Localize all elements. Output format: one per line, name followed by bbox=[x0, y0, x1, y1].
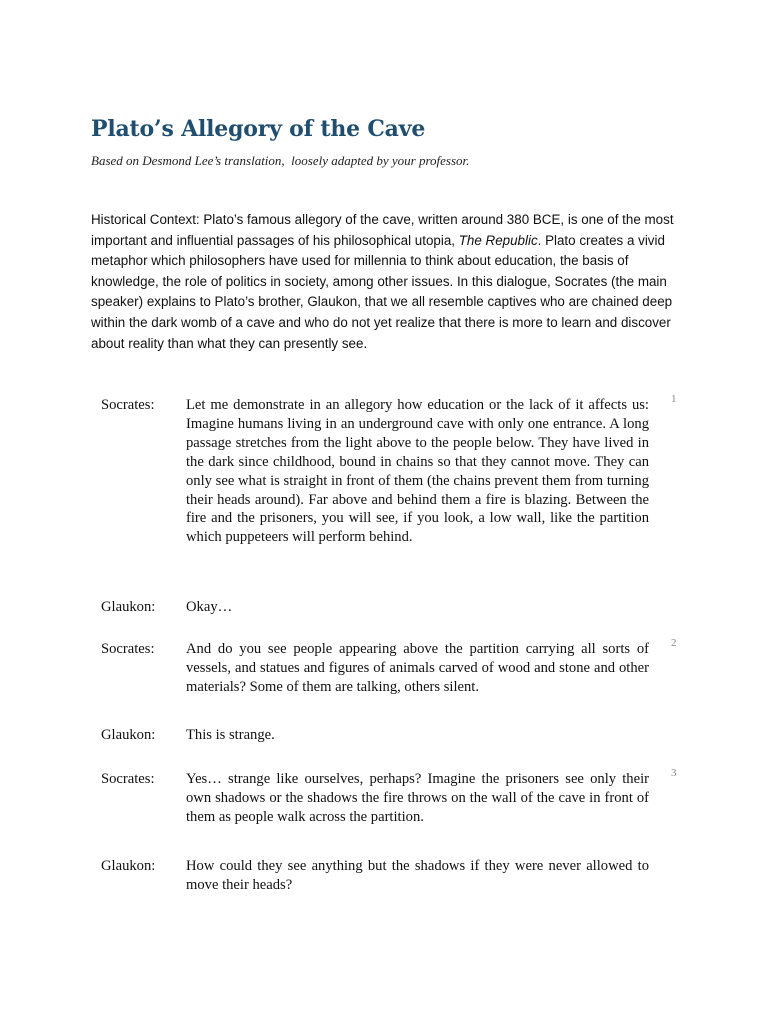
speaker-name: Socrates: bbox=[101, 397, 155, 413]
document-subtitle: Based on Desmond Lee’s translation, loosely adapted by your professor. bbox=[91, 153, 470, 168]
speaker-name: Socrates: bbox=[101, 641, 155, 657]
speech-text: This is strange. bbox=[186, 727, 275, 743]
document-title: Plato’s Allegory of the Cave bbox=[91, 116, 426, 142]
line-number: 3 bbox=[671, 767, 677, 779]
speech-text: Okay… bbox=[186, 599, 233, 615]
speech-text: How could they see anything but the shadows if they were never allowed to move their heads? bbox=[186, 858, 649, 893]
speech-text: And do you see people appearing above the partition carrying all sorts of vessels, and statues and figures of animals carved of wood and stone and other materials? Some of them are talking, others silent. bbox=[186, 641, 649, 695]
context-text-before: Historical Context: Plato’s famous allegory of the cave, written around 380 BCE, is one of the most important and influential passages of his philosophical utopia, bbox=[91, 212, 674, 248]
line-number: 1 bbox=[671, 393, 677, 405]
speech-text: Yes… strange like ourselves, perhaps? Imagine the prisoners see only their own shadows or the shadows the fire throws on the wall of the cave in front of them as people walk across the partition. bbox=[186, 771, 649, 825]
speaker-name: Glaukon: bbox=[101, 858, 156, 874]
book-title: The Republic bbox=[458, 232, 538, 248]
speech-text: Let me demonstrate in an allegory how education or the lack of it affects us: Imagine humans living in an underground cave with only one entrance. A long passage stretches from the light above to the people below. They have lived in the dark since childhood, bound in chains so that they cannot move. They can only see what is straight in front of them (the chains prevent them from turning their heads around). Far above and behind them a fire is blazing. Between the fire and the prisoners, you will see, if you look, a low wall, like the partition which puppeteers will perform behind. bbox=[186, 397, 649, 546]
line-number: 2 bbox=[671, 637, 677, 649]
context-text-after: . Plato creates a vivid metaphor which philosophers have used for millennia to think about education, the basis of knowledge, the role of politics in society, among other issues. In this dialogue, Socrates (the main speaker) explains to Plato’s brother, Glaukon, that we all resemble captives who are chained deep within the dark womb of a cave and who do not yet realize that there is more to learn and discover about reality than what they can presently see. bbox=[91, 232, 673, 351]
historical-context-paragraph bbox=[91, 210, 677, 354]
speaker-name: Glaukon: bbox=[101, 599, 156, 615]
speaker-name: Glaukon: bbox=[101, 727, 156, 743]
speaker-name: Socrates: bbox=[101, 771, 155, 787]
